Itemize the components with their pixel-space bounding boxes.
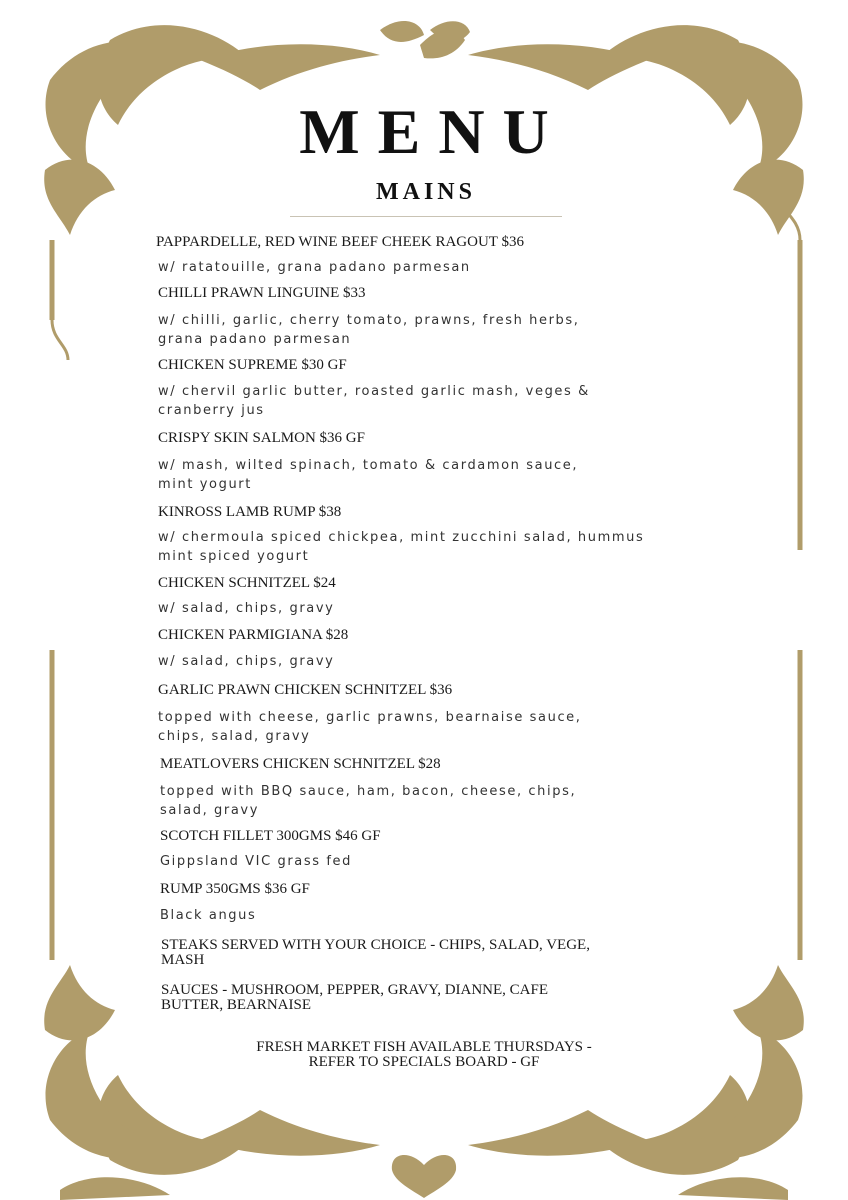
dish-description: w/ salad, chips, gravy (158, 654, 335, 669)
section-heading: MAINS (375, 179, 476, 205)
dish-description: w/ chermoula spiced chickpea, mint zucchini salad, hummus mint spiced yogurt (158, 530, 645, 564)
dish-name: PAPPARDELLE, RED WINE BEEF CHEEK RAGOUT $36 (156, 234, 524, 250)
dish-name: MEATLOVERS CHICKEN SCHNITZEL $28 (160, 756, 441, 772)
dish-name: CHICKEN SUPREME $30 GF (158, 357, 347, 373)
dish-description: w/ chervil garlic butter, roasted garlic mash, veges & cranberry jus (158, 384, 590, 418)
dish-description: w/ ratatouille, grana padano parmesan (158, 260, 471, 275)
steak-sides-note: STEAKS SERVED WITH YOUR CHOICE - CHIPS, SALAD, VEGE, MASH (161, 937, 590, 968)
sauces-note: SAUCES - MUSHROOM, PEPPER, GRAVY, DIANNE, CAFE BUTTER, BEARNAISE (161, 982, 549, 1013)
dish-description: w/ salad, chips, gravy (158, 601, 335, 616)
dish-description: w/ chilli, garlic, cherry tomato, prawns, fresh herbs, grana padano parmesan (158, 313, 580, 347)
dish-name: CRISPY SKIN SALMON $36 GF (158, 430, 365, 446)
dish-name: CHICKEN SCHNITZEL $24 (158, 575, 336, 591)
dish-description: Black angus (160, 908, 257, 923)
dish-name: SCOTCH FILLET 300GMS $46 GF (160, 828, 381, 844)
dish-description: w/ mash, wilted spinach, tomato & cardamon sauce, mint yogurt (158, 458, 579, 492)
dish-name: RUMP 350GMS $36 GF (160, 881, 310, 897)
dish-name: GARLIC PRAWN CHICKEN SCHNITZEL $36 (158, 682, 453, 698)
menu-title: MENU (299, 96, 567, 167)
dish-description: topped with BBQ sauce, ham, bacon, cheese, chips, salad, gravy (160, 784, 577, 818)
fish-special-note: FRESH MARKET FISH AVAILABLE THURSDAYS - REFER TO SPECIALS BOARD - GF (256, 1039, 592, 1070)
dish-name: CHICKEN PARMIGIANA $28 (158, 627, 349, 643)
heading-divider (290, 216, 562, 217)
dish-description: topped with cheese, garlic prawns, bearnaise sauce, chips, salad, gravy (158, 710, 582, 744)
dish-description: Gippsland VIC grass fed (160, 854, 352, 869)
dish-name: CHILLI PRAWN LINGUINE $33 (158, 285, 366, 301)
dish-name: KINROSS LAMB RUMP $38 (158, 504, 342, 520)
